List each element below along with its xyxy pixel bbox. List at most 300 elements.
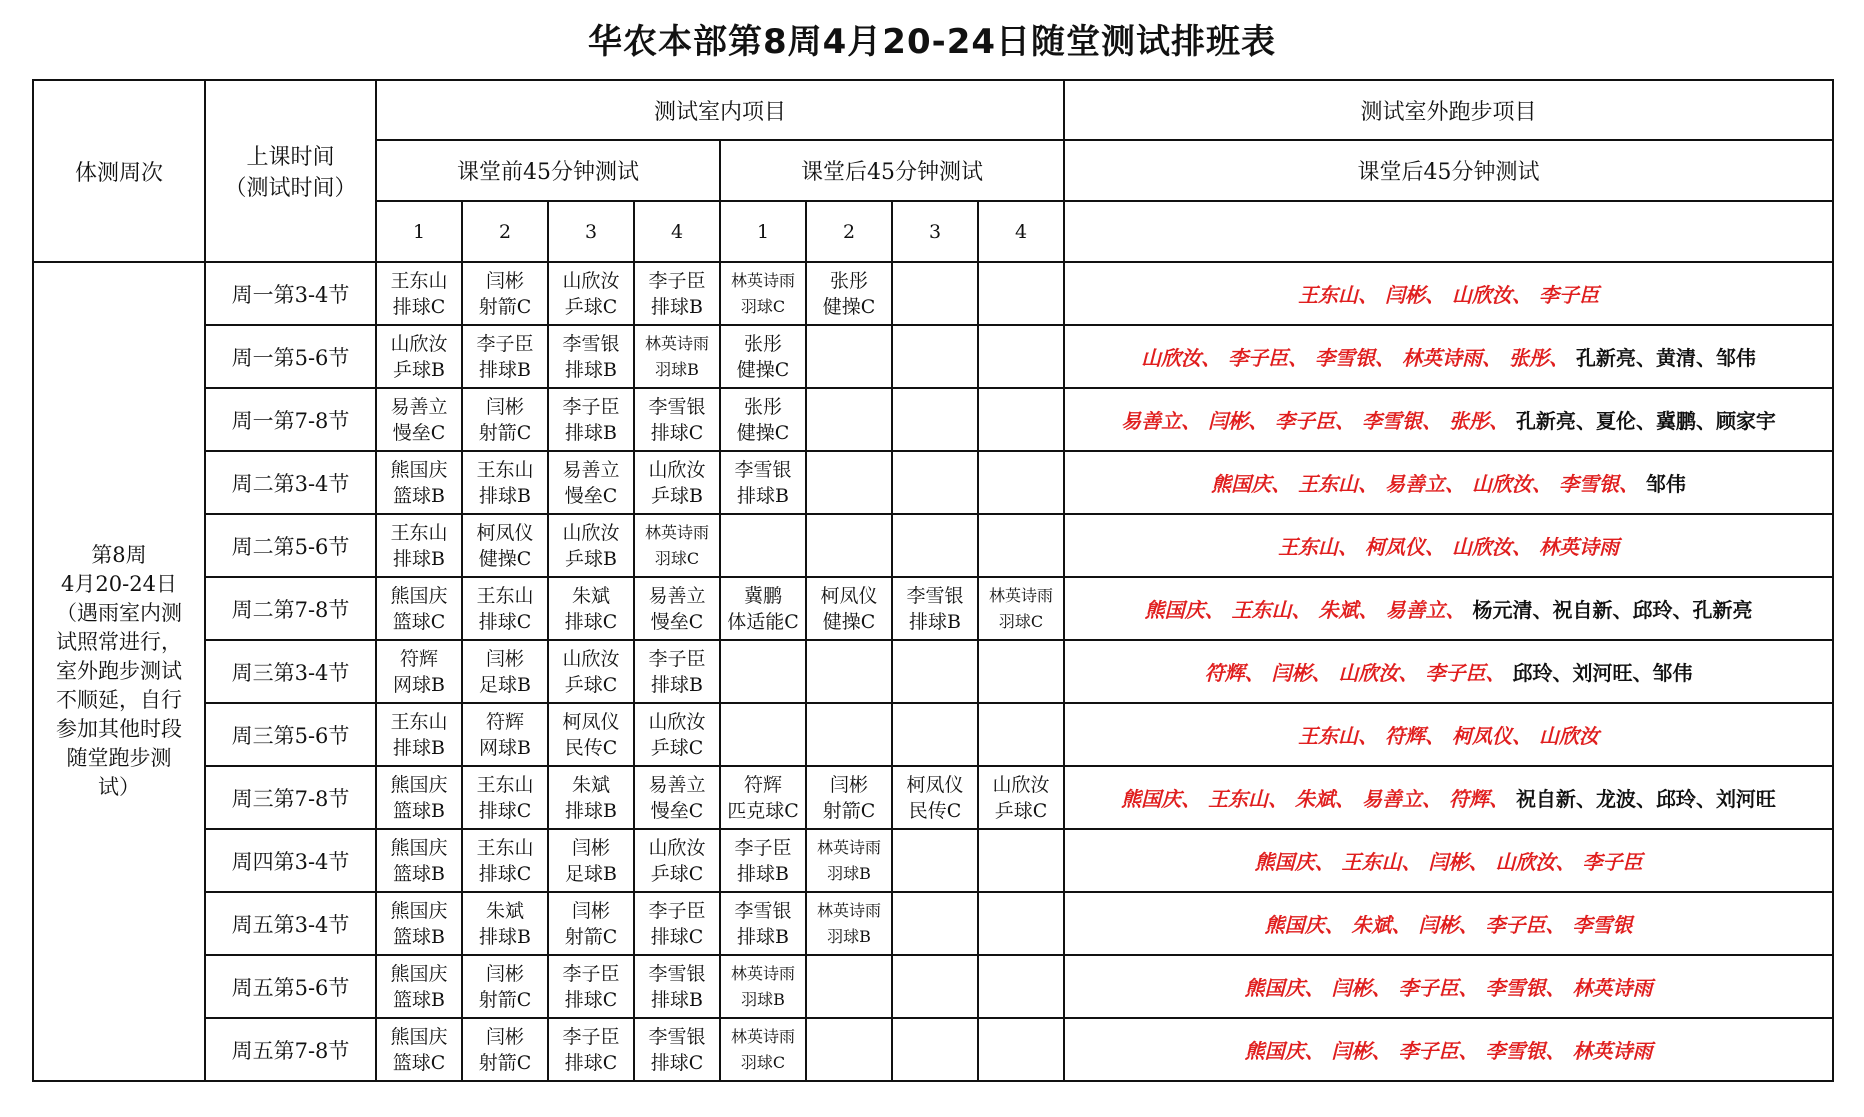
outdoor-teacher-red: 朱斌 <box>1295 787 1336 811</box>
outdoor-teacher-red: 王东山 <box>1208 787 1269 811</box>
teacher-name: 山欣汝 <box>648 458 706 481</box>
outdoor-teacher-red: 林英诗雨 <box>1572 976 1653 1000</box>
outdoor-teacher-red: 易善立 <box>1362 787 1422 811</box>
test-item: 网球B <box>393 673 445 696</box>
indoor-test-cell <box>376 514 462 577</box>
teacher-name: 李子臣 <box>648 899 706 922</box>
outdoor-run-cell: 熊国庆、 王东山、 易善立、 山欣汝、 李雪银、 邹伟 <box>1064 451 1833 514</box>
outdoor-teacher-red: 熊国庆 <box>1254 850 1315 874</box>
teacher-name: 山欣汝 <box>562 647 620 670</box>
indoor-test-cell <box>806 451 892 514</box>
indoor-test-cell <box>720 451 806 514</box>
test-item: 篮球C <box>392 1051 446 1074</box>
outdoor-run-cell: 王东山、 符辉、 柯凤仪、 山欣汝 <box>1064 703 1833 766</box>
indoor-test-cell <box>892 451 978 514</box>
class-time-cell: 周二第3-4节 <box>205 451 376 514</box>
outdoor-teacher-red: 李雪银 <box>1315 346 1376 370</box>
test-item: 健操C <box>736 358 790 381</box>
teacher-name: 易善立 <box>390 395 448 418</box>
indoor-test-cell <box>462 514 548 577</box>
indoor-test-cell <box>376 703 462 766</box>
teacher-name: 山欣汝 <box>562 521 620 544</box>
indoor-test-cell <box>548 955 634 1018</box>
outdoor-teacher: 孔新亮 <box>1692 598 1753 622</box>
indoor-test-cell <box>634 640 720 703</box>
schedule-row <box>33 451 1833 514</box>
teacher-name: 张彤 <box>829 269 868 292</box>
indoor-test-cell <box>720 829 806 892</box>
outdoor-teacher: 黄清 <box>1655 346 1696 370</box>
schedule-row <box>33 325 1833 388</box>
test-item: 排球C <box>478 862 532 885</box>
teacher-name: 林英诗雨 <box>644 333 709 353</box>
test-item: 羽球B <box>827 863 871 883</box>
indoor-test-cell <box>548 388 634 451</box>
slot-number: 4 <box>978 201 1064 262</box>
teacher-name: 山欣汝 <box>390 332 448 355</box>
test-item: 篮球B <box>393 988 445 1011</box>
class-time-cell: 周一第3-4节 <box>205 262 376 325</box>
outdoor-teacher-red: 李子臣 <box>1398 976 1459 1000</box>
teacher-name: 李雪银 <box>734 458 792 481</box>
outdoor-teacher: 顾家宇 <box>1715 409 1776 433</box>
test-item: 羽球C <box>998 611 1044 631</box>
teacher-name: 闫彬 <box>829 773 868 796</box>
indoor-test-cell <box>462 451 548 514</box>
indoor-test-cell <box>548 766 634 829</box>
test-item: 体适能C <box>727 610 799 633</box>
indoor-test-cell <box>548 577 634 640</box>
outdoor-teacher-red: 李子臣 <box>1275 409 1336 433</box>
schedule-row <box>33 703 1833 766</box>
indoor-test-cell <box>634 262 720 325</box>
indoor-test-cell <box>548 892 634 955</box>
teacher-name: 山欣汝 <box>648 710 706 733</box>
test-item: 篮球B <box>393 484 445 507</box>
teacher-name: 熊国庆 <box>390 836 448 859</box>
test-item: 慢垒C <box>392 421 446 444</box>
class-time-cell: 周一第5-6节 <box>205 325 376 388</box>
outdoor-teacher: 刘河旺 <box>1572 661 1633 685</box>
outdoor-teacher-red: 符辉 <box>1448 787 1489 811</box>
teacher-name: 冀鹏 <box>743 584 782 607</box>
indoor-test-cell <box>462 829 548 892</box>
indoor-test-cell <box>462 955 548 1018</box>
teacher-name: 林英诗雨 <box>816 837 881 857</box>
indoor-test-cell <box>978 892 1064 955</box>
indoor-test-cell <box>806 577 892 640</box>
time-column-header <box>205 80 376 262</box>
test-item: 排球C <box>564 988 618 1011</box>
indoor-test-cell <box>978 262 1064 325</box>
teacher-name: 闫彬 <box>571 836 610 859</box>
test-item: 排球B <box>737 925 789 948</box>
schedule-row <box>33 766 1833 829</box>
week-note-line: 试） <box>98 775 140 799</box>
outdoor-teacher-red: 熊国庆 <box>1211 472 1272 496</box>
outdoor-teacher: 邱玲 <box>1512 661 1553 685</box>
teacher-name: 闫彬 <box>485 269 524 292</box>
indoor-test-cell <box>892 703 978 766</box>
indoor-test-cell <box>634 577 720 640</box>
indoor-test-cell <box>548 262 634 325</box>
indoor-test-cell <box>720 703 806 766</box>
teacher-name: 林英诗雨 <box>816 900 881 920</box>
outdoor-teacher-red: 林英诗雨 <box>1538 535 1619 559</box>
test-item: 排球B <box>479 358 531 381</box>
test-item: 排球B <box>565 799 617 822</box>
schedule-table <box>32 79 1834 1082</box>
outdoor-teacher: 邱玲 <box>1655 787 1696 811</box>
test-item: 排球B <box>479 925 531 948</box>
teacher-name: 朱斌 <box>485 899 524 922</box>
outdoor-teacher: 夏伦 <box>1595 409 1636 433</box>
test-item: 羽球C <box>740 1052 786 1072</box>
class-time-cell: 周一第7-8节 <box>205 388 376 451</box>
outdoor-teacher-red: 闫彬 <box>1331 1039 1372 1063</box>
test-item: 篮球B <box>393 862 445 885</box>
indoor-test-cell <box>548 1018 634 1081</box>
outdoor-teacher-red: 山欣汝 <box>1495 850 1556 874</box>
teacher-name: 闫彬 <box>485 395 524 418</box>
before45-header: 课堂前45分钟测试 <box>376 140 720 201</box>
week-note-line: 参加其他时段 <box>56 717 182 741</box>
indoor-test-cell <box>376 325 462 388</box>
after45-outdoor-header: 课堂后45分钟测试 <box>1064 140 1833 201</box>
outdoor-run-cell: 易善立、 闫彬、 李子臣、 李雪银、 张彤、 孔新亮、夏伦、冀鹏、顾家宇 <box>1064 388 1833 451</box>
test-item: 健操C <box>736 421 790 444</box>
outdoor-run-cell: 熊国庆、 闫彬、 李子臣、 李雪银、 林英诗雨 <box>1064 1018 1833 1081</box>
outdoor-teacher-red: 闫彬 <box>1271 661 1312 685</box>
outdoor-run-cell: 符辉、 闫彬、 山欣汝、 李子臣、 邱玲、刘河旺、邹伟 <box>1064 640 1833 703</box>
indoor-test-cell <box>806 1018 892 1081</box>
outdoor-teacher-red: 闫彬 <box>1428 850 1469 874</box>
time-header-line1: 上课时间 <box>246 145 335 170</box>
indoor-test-cell <box>978 640 1064 703</box>
teacher-name: 符辉 <box>399 647 438 670</box>
test-item: 乒球C <box>564 295 618 318</box>
teacher-name: 李子臣 <box>476 332 534 355</box>
indoor-test-cell <box>892 388 978 451</box>
indoor-test-cell <box>462 1018 548 1081</box>
test-item: 篮球C <box>392 610 446 633</box>
indoor-test-cell <box>806 829 892 892</box>
indoor-test-cell <box>806 514 892 577</box>
indoor-test-cell <box>634 325 720 388</box>
indoor-test-cell <box>548 514 634 577</box>
indoor-test-cell <box>548 640 634 703</box>
outdoor-teacher-red: 山欣汝 <box>1452 535 1512 559</box>
outdoor-teacher-red: 李雪银 <box>1558 472 1619 496</box>
test-item: 排球B <box>909 610 961 633</box>
indoor-test-cell <box>376 388 462 451</box>
slot-number: 2 <box>462 201 548 262</box>
indoor-test-cell <box>376 829 462 892</box>
schedule-row <box>33 640 1833 703</box>
after45-indoor-header: 课堂后45分钟测试 <box>720 140 1064 201</box>
test-item: 健操C <box>822 295 876 318</box>
teacher-name: 山欣汝 <box>992 773 1050 796</box>
indoor-test-cell <box>978 766 1064 829</box>
outdoor-teacher-red: 易善立 <box>1121 409 1182 433</box>
indoor-test-cell <box>978 451 1064 514</box>
outdoor-run-cell: 山欣汝、 李子臣、 李雪银、 林英诗雨、 张彤、 孔新亮、黄清、邹伟 <box>1064 325 1833 388</box>
teacher-name: 熊国庆 <box>390 458 448 481</box>
test-item: 排球C <box>392 295 446 318</box>
indoor-test-cell <box>634 514 720 577</box>
test-item: 民传C <box>564 736 618 759</box>
test-item: 篮球B <box>393 799 445 822</box>
teacher-name: 符辉 <box>485 710 524 733</box>
test-item: 健操C <box>478 547 532 570</box>
outdoor-teacher-red: 王东山 <box>1278 535 1339 559</box>
indoor-test-cell <box>720 766 806 829</box>
indoor-test-cell <box>376 262 462 325</box>
indoor-test-cell <box>462 766 548 829</box>
test-item: 射箭C <box>822 799 876 822</box>
indoor-header: 测试室内项目 <box>376 80 1064 140</box>
outdoor-teacher-red: 林英诗雨 <box>1402 346 1482 370</box>
teacher-name: 王东山 <box>476 773 534 796</box>
class-time-cell: 周三第5-6节 <box>205 703 376 766</box>
teacher-name: 闫彬 <box>571 899 610 922</box>
week-column-header: 体测周次 <box>33 80 205 262</box>
page-title: 华农本部第8周4月20-24日随堂测试排班表 <box>587 22 1277 62</box>
test-item: 乒球B <box>651 484 703 507</box>
outdoor-teacher-red: 李子臣 <box>1538 283 1599 307</box>
indoor-test-cell <box>892 1018 978 1081</box>
indoor-test-cell <box>462 892 548 955</box>
outdoor-run-cell: 王东山、 闫彬、 山欣汝、 李子臣 <box>1064 262 1833 325</box>
outdoor-empty-subheader <box>1064 201 1833 262</box>
week-note-line: 不顺延，自行 <box>56 688 182 712</box>
slot-number: 4 <box>634 201 720 262</box>
indoor-test-cell <box>376 892 462 955</box>
class-time-cell: 周三第3-4节 <box>205 640 376 703</box>
teacher-name: 熊国庆 <box>390 1025 448 1048</box>
indoor-test-cell <box>892 577 978 640</box>
indoor-test-cell <box>634 892 720 955</box>
outdoor-teacher-red: 山欣汝 <box>1452 283 1512 307</box>
teacher-name: 李子臣 <box>562 395 620 418</box>
indoor-test-cell <box>462 640 548 703</box>
outdoor-run-cell: 熊国庆、 朱斌、 闫彬、 李子臣、 李雪银 <box>1064 892 1833 955</box>
test-item: 匹克球C <box>727 799 799 822</box>
outdoor-teacher: 邱玲 <box>1632 598 1673 622</box>
teacher-name: 朱斌 <box>571 773 610 796</box>
week-label: 第8周 <box>91 543 147 567</box>
indoor-test-cell <box>978 577 1064 640</box>
schedule-row <box>33 829 1833 892</box>
test-item: 排球B <box>651 673 703 696</box>
indoor-test-cell <box>462 325 548 388</box>
class-time-cell: 周五第7-8节 <box>205 1018 376 1081</box>
slot-number: 1 <box>376 201 462 262</box>
teacher-name: 李子臣 <box>562 1025 620 1048</box>
slot-number: 2 <box>806 201 892 262</box>
test-item: 足球B <box>565 862 617 885</box>
class-time-cell: 周四第3-4节 <box>205 829 376 892</box>
teacher-name: 柯凤仪 <box>820 584 878 607</box>
test-item: 射箭C <box>478 988 532 1011</box>
outdoor-teacher-red: 李子臣 <box>1485 913 1546 937</box>
teacher-name: 林英诗雨 <box>644 522 709 542</box>
week-note-line: 随堂跑步测 <box>66 746 172 770</box>
indoor-test-cell <box>720 325 806 388</box>
week-note-line: （遇雨室内测 <box>56 601 182 625</box>
test-item: 羽球B <box>741 989 785 1009</box>
indoor-test-cell <box>892 640 978 703</box>
outdoor-teacher-red: 张彤 <box>1448 409 1489 433</box>
teacher-name: 闫彬 <box>485 647 524 670</box>
outdoor-teacher-red: 朱斌 <box>1351 913 1392 937</box>
schedule-row <box>33 262 1833 325</box>
indoor-test-cell <box>548 325 634 388</box>
teacher-name: 王东山 <box>476 584 534 607</box>
outdoor-teacher-red: 易善立 <box>1385 598 1446 622</box>
outdoor-teacher-red: 李雪银 <box>1485 1039 1546 1063</box>
outdoor-teacher-red: 王东山 <box>1298 283 1359 307</box>
teacher-name: 易善立 <box>648 773 706 796</box>
time-header-line2: （测试时间） <box>224 176 357 201</box>
test-item: 射箭C <box>478 1051 532 1074</box>
teacher-name: 李子臣 <box>734 836 792 859</box>
outdoor-teacher-red: 李子臣 <box>1228 346 1289 370</box>
indoor-test-cell <box>806 766 892 829</box>
outdoor-teacher: 刘河旺 <box>1715 787 1776 811</box>
slot-number: 1 <box>720 201 806 262</box>
slot-number: 3 <box>892 201 978 262</box>
teacher-name: 王东山 <box>476 836 534 859</box>
teacher-name: 李子臣 <box>562 962 620 985</box>
teacher-name: 柯凤仪 <box>476 521 534 544</box>
outdoor-teacher-red: 山欣汝 <box>1141 346 1202 370</box>
test-item: 排球B <box>479 484 531 507</box>
test-item: 羽球C <box>740 296 786 316</box>
test-item: 排球C <box>650 925 704 948</box>
outdoor-teacher: 邹伟 <box>1652 661 1693 685</box>
teacher-name: 易善立 <box>562 458 620 481</box>
outdoor-teacher-red: 王东山 <box>1341 850 1402 874</box>
outdoor-teacher: 邹伟 <box>1715 346 1756 370</box>
test-item: 羽球B <box>827 926 871 946</box>
teacher-name: 李雪银 <box>562 332 620 355</box>
test-item: 排球B <box>393 736 445 759</box>
indoor-test-cell <box>634 388 720 451</box>
outdoor-run-cell: 熊国庆、 闫彬、 李子臣、 李雪银、 林英诗雨 <box>1064 955 1833 1018</box>
outdoor-teacher: 孔新亮 <box>1515 409 1576 433</box>
indoor-test-cell <box>978 514 1064 577</box>
teacher-name: 王东山 <box>390 521 448 544</box>
indoor-test-cell <box>978 1018 1064 1081</box>
outdoor-run-cell: 熊国庆、 王东山、 朱斌、 易善立、 杨元清、祝自新、邱玲、孔新亮 <box>1064 577 1833 640</box>
teacher-name: 林英诗雨 <box>989 585 1054 605</box>
indoor-test-cell <box>892 325 978 388</box>
outdoor-teacher-red: 李子臣 <box>1582 850 1643 874</box>
outdoor-teacher-red: 王东山 <box>1298 724 1359 748</box>
indoor-test-cell <box>978 325 1064 388</box>
indoor-test-cell <box>892 262 978 325</box>
teacher-name: 张彤 <box>743 332 782 355</box>
outdoor-teacher-red: 熊国庆 <box>1244 1039 1305 1063</box>
test-item: 羽球B <box>655 359 699 379</box>
class-time-cell: 周二第7-8节 <box>205 577 376 640</box>
indoor-test-cell <box>376 577 462 640</box>
schedule-row <box>33 955 1833 1018</box>
outdoor-teacher-red: 闫彬 <box>1385 283 1426 307</box>
test-item: 排球B <box>651 295 703 318</box>
schedule-body <box>33 262 1833 1081</box>
test-item: 乒球C <box>650 862 704 885</box>
indoor-test-cell <box>720 577 806 640</box>
indoor-test-cell <box>978 829 1064 892</box>
indoor-test-cell <box>806 325 892 388</box>
indoor-test-cell <box>806 892 892 955</box>
test-item: 射箭C <box>564 925 618 948</box>
indoor-test-cell <box>634 1018 720 1081</box>
slot-number: 3 <box>548 201 634 262</box>
outdoor-teacher-red: 山欣汝 <box>1338 661 1399 685</box>
test-item: 羽球C <box>654 548 700 568</box>
teacher-name: 山欣汝 <box>648 836 706 859</box>
outdoor-header: 测试室外跑步项目 <box>1064 80 1833 140</box>
indoor-test-cell <box>462 262 548 325</box>
test-item: 排球B <box>737 862 789 885</box>
outdoor-run-cell: 王东山、 柯凤仪、 山欣汝、 林英诗雨 <box>1064 514 1833 577</box>
test-item: 排球B <box>737 484 789 507</box>
outdoor-teacher-red: 李雪银 <box>1572 913 1633 937</box>
teacher-name: 王东山 <box>390 710 448 733</box>
test-item: 排球B <box>565 421 617 444</box>
teacher-name: 李雪银 <box>648 1025 706 1048</box>
teacher-name: 符辉 <box>743 773 782 796</box>
teacher-name: 林英诗雨 <box>730 1026 795 1046</box>
test-item: 乒球B <box>565 547 617 570</box>
outdoor-teacher-red: 符辉 <box>1385 724 1426 748</box>
teacher-name: 林英诗雨 <box>730 270 795 290</box>
outdoor-teacher-red: 张彤 <box>1508 346 1549 370</box>
teacher-name: 李子臣 <box>648 269 706 292</box>
outdoor-teacher-red: 林英诗雨 <box>1572 1039 1653 1063</box>
outdoor-teacher-red: 王东山 <box>1231 598 1292 622</box>
indoor-test-cell <box>376 955 462 1018</box>
outdoor-teacher-red: 符辉 <box>1204 661 1245 685</box>
indoor-test-cell <box>720 514 806 577</box>
outdoor-teacher: 孔新亮 <box>1575 346 1636 370</box>
indoor-test-cell <box>892 892 978 955</box>
outdoor-teacher-red: 熊国庆 <box>1264 913 1325 937</box>
indoor-test-cell <box>462 703 548 766</box>
indoor-test-cell <box>634 955 720 1018</box>
test-item: 篮球B <box>393 925 445 948</box>
teacher-name: 闫彬 <box>485 1025 524 1048</box>
indoor-test-cell <box>892 514 978 577</box>
teacher-name: 易善立 <box>648 584 706 607</box>
teacher-name: 熊国庆 <box>390 962 448 985</box>
test-item: 慢垒C <box>650 610 704 633</box>
indoor-test-cell <box>720 262 806 325</box>
indoor-test-cell <box>634 766 720 829</box>
indoor-test-cell <box>892 955 978 1018</box>
schedule-row <box>33 514 1833 577</box>
schedule-row <box>33 1018 1833 1081</box>
teacher-name: 朱斌 <box>571 584 610 607</box>
test-item: 慢垒C <box>564 484 618 507</box>
outdoor-teacher-red: 朱斌 <box>1318 598 1359 622</box>
indoor-test-cell <box>634 451 720 514</box>
test-item: 乒球C <box>650 736 704 759</box>
outdoor-teacher-red: 山欣汝 <box>1472 472 1532 496</box>
